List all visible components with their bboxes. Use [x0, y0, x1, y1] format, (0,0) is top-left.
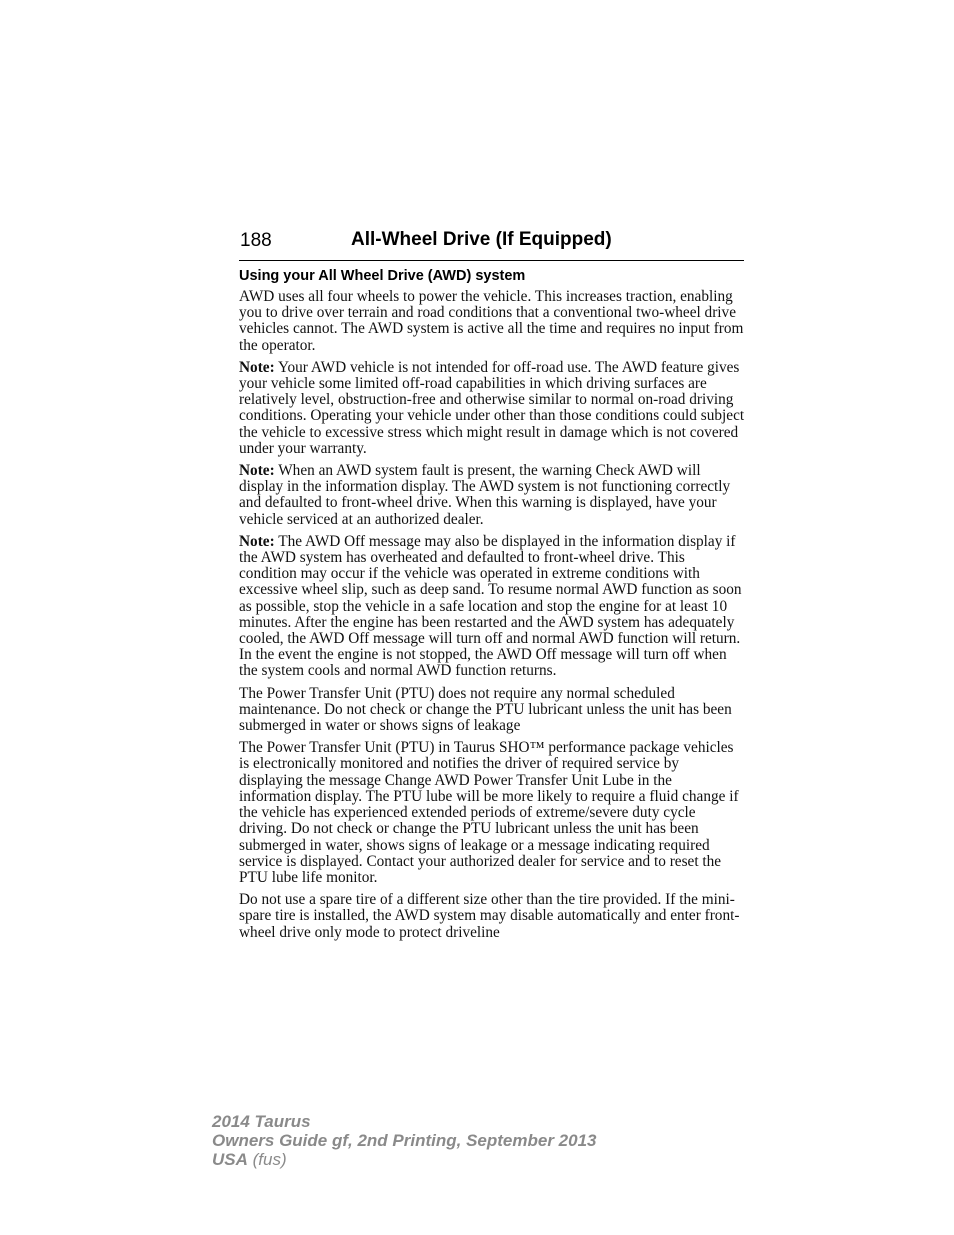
note-off-road [239, 360, 745, 457]
footer-model: 2014 Taurus [212, 1112, 311, 1131]
note-label: Note: [239, 532, 275, 550]
footer-guide: Owners Guide gf, 2nd Printing, September 2013 [212, 1131, 597, 1150]
paragraph-awd-intro: AWD uses all four wheels to power the vehicle. This increases traction, enabling you to drive over terrain and road conditions that a conventional two-wheel drive vehicles cannot. The AWD system is active all the time and requires no input from the operator. [239, 288, 744, 354]
footer-market-code: (fus) [247, 1150, 287, 1169]
page-number: 188 [240, 230, 272, 251]
footer-market [212, 1150, 596, 1169]
chapter-title: All-Wheel Drive (If Equipped) [351, 229, 612, 250]
section-heading: Using your All Wheel Drive (AWD) system [239, 268, 526, 284]
paragraph-ptu-maintenance: The Power Transfer Unit (PTU) does not require any normal scheduled maintenance. Do not check or change the PTU lubricant unless the unit has been submerged in water or shows signs of leakage [239, 684, 732, 735]
note-text: When an AWD system fault is present, the warning Check AWD will display in the information display. The AWD system is not functioning correctly and defaulted to front-wheel drive. When this warning is displayed, have your vehicle serviced at an authorized dealer. [239, 462, 731, 528]
paragraph-spare-tire: Do not use a spare tire of a different size other than the tire provided. If the mini-spare tire is installed, the AWD system may disable automatically and enter front-wheel drive only mode to protect driveline [239, 891, 740, 941]
paragraph-ptu-sho: The Power Transfer Unit (PTU) in Taurus SHO™ performance package vehicles is electronically monitored and notifies the driver of required service by displaying the message Change AWD Power Transfer Unit Lube in the information display. The PTU lube will be more likely to require a fluid change if the vehicle has experienced extended periods of extreme/severe duty cycle driving. Do not check or change the PTU lubricant unless the unit has been submerged in water, shows signs of leakage or a message indicating required service is displayed. Contact your authorized dealer for service and to reset the PTU lube life monitor. [239, 739, 739, 886]
note-label: Note: [239, 462, 275, 480]
note-text: Your AWD vehicle is not intended for off-road use. The AWD feature gives your vehicle some limited off-road capabilities in which driving surfaces are relatively level, obstruction-free and otherwise similar to normal on-road driving conditions. Operating your vehicle under other than those conditions could subject the vehicle to excessive stress which might result in damage which is not covered under your warranty. [239, 358, 745, 457]
note-awd-fault [239, 463, 745, 528]
footer-market-name: USA [212, 1150, 248, 1169]
note-text: The AWD Off message may also be displayed in the information display if the AWD system has overheated and defaulted to front-wheel drive. This condition may occur if the vehicle was operated in extreme conditions with excessive wheel slip, such as deep sand. To resume normal AWD function as soon as possible, stop the vehicle in a safe location and stop the engine for at least 10 minutes. After the engine has been restarted and the AWD system has adequately cooled, the AWD Off message will turn off and normal AWD function will return. In the event the engine is not stopped, the AWD Off message will turn off when the system cools and normal AWD function returns. [239, 532, 742, 680]
page-header [239, 226, 744, 261]
page-footer [212, 1112, 596, 1169]
note-label: Note: [239, 358, 275, 376]
note-awd-off [239, 534, 745, 680]
page-content [239, 268, 745, 947]
